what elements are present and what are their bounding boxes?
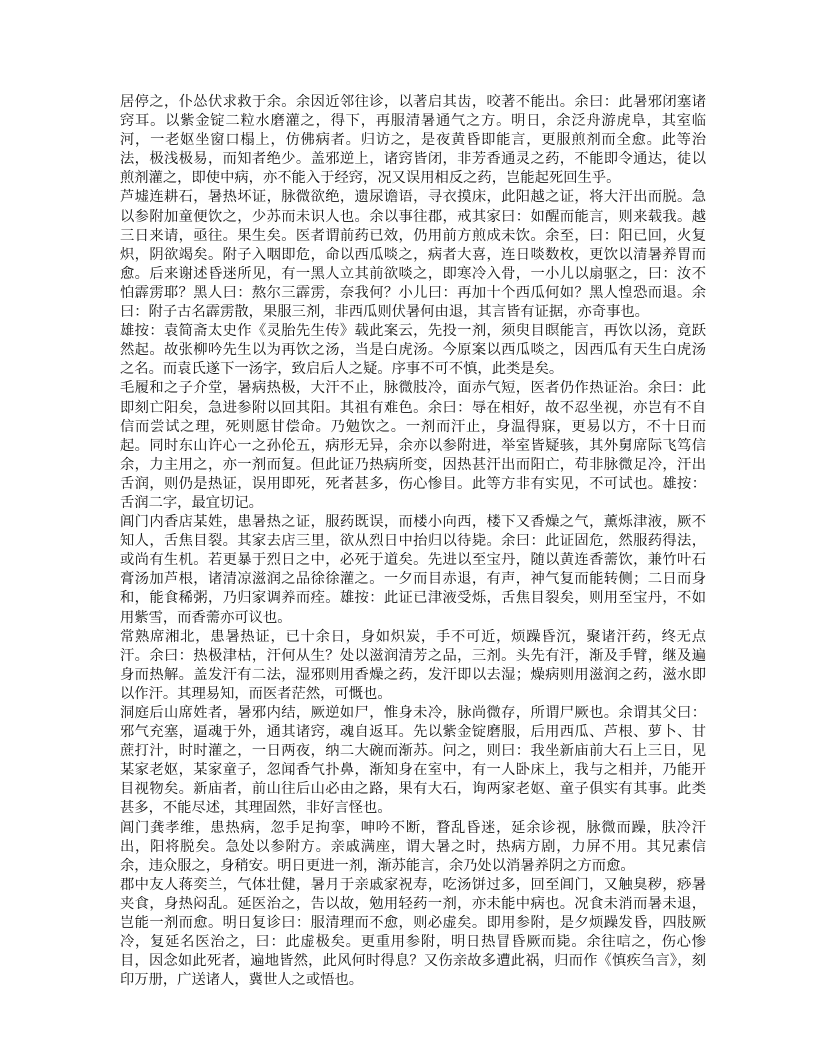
paragraph-2: 芦墟连耕石，暑热坏证，脉微欲绝，遗尿谵语，寻衣摸床，此阳越之证，将大汗出而脱。急以参附加童便饮之，少苏而未识人也。余以事往郡，戒其家曰：如醒而能言，则来载我。越三日来请，亟往。果生矣。医者谓前药已效，仍用前方煎成未饮。余至，曰：阳已回，火复炽，阴欲竭矣。附子入咽即危，命以西瓜啖之，病者大喜，连日啖数枚，更饮以清暑养胃而愈。后来谢述昏迷所见，有一黑人立其前欲啖之，即寒冷入骨，一小儿以扇驱之，曰：汝不怕霹雳耶？黑人曰：熬尔三霹雳，奈我何？小儿曰：再加十个西瓜何如？黑人惶恐而退。余曰：附子古名霹雳散，果服三剂，非西瓜则伏暑何由退，其言皆有证据，亦奇事也。 [120, 189, 706, 321]
paragraph-7: 洞庭后山席姓者，暑邪内结，厥逆如尸，惟身未冷，脉尚微存，所谓尸厥也。余谓其父曰：邪气充塞，逼魂于外，通其诸窍，魂自返耳。先以紫金锭磨服，后用西瓜、芦根、萝卜、甘蔗打汁，时时灌之，一日两夜，纳二大碗而渐苏。问之，则曰：我坐新庙前大石上三日，见某家老妪，某家童子，忽闻香气扑鼻，渐知身在室中，有一人卧床上，我与之相并，乃能开目视物矣。新庙者，前山往后山必由之路，果有大石，询两家老妪、童子俱实有其事。此类甚多，不能尽述，其理固然，非好言怪也。 [120, 705, 706, 817]
paragraph-4: 毛履和之子介堂，暑病热极，大汗不止，脉微肢冷，面赤气短，医者仍作热证治。余曰：此即刻亡阳矣，急进参附以回其阳。其祖有难色。余曰：辱在相好，故不忍坐视，亦岂有不自信而尝试之理，死则愿甘偿命。乃勉饮之。一剂而汗止，身温得寐，更易以方，不十日而起。同时东山许心一之孙伦五，病形无异，余亦以参附进，举室皆疑骇，其外舅席际飞笃信余，力主用之，亦一剂而复。但此证乃热病所变，因热甚汗出而阳亡，苟非脉微足冷，汗出舌润，则仍是热证，误用即死，死者甚多，伤心惨目。此等方非有实见，不可试也。雄按：舌润二字，最宜切记。 [120, 380, 706, 511]
paragraph-6: 常熟席湘北，患暑热证，已十余日，身如炽炭，手不可近，烦躁昏沉，聚诸汗药，终无点汗。余曰：热极津枯，汗何从生？处以滋润清芳之品，三剂。头先有汗，渐及手臂，继及遍身而热解。盖发汗有二法，湿邪则用香燥之药，发汗即以去湿；燥病则用滋润之药，滋水即以作汗。其理易知，而医者茫然，可慨也。 [120, 628, 706, 702]
paragraph-3: 雄按：袁简斋太史作《灵胎先生传》载此案云，先投一剂，须臾目瞑能言，再饮以汤，竟跃然起。故张柳吟先生以为再饮之汤，当是白虎汤。今原案以西瓜啖之，因西瓜有天生白虎汤之名。而袁氏遂下一汤字，致启后人之疑。序事不可不慎，此类是矣。 [120, 323, 706, 378]
paragraph-8: 阊门龚孝维，患热病，忽手足拘挛，呻吟不断，瞀乱昏迷，延余诊视，脉微而躁，肤冷汗出，阳将脱矣。急处以参附方。亲戚满座，谓大暑之时，热病方剧，力屏不用。其兄素信余，违众服之，身稍安。明日更进一剂，渐苏能言，余乃处以消暑养阴之方而愈。 [120, 819, 706, 874]
paragraph-1: 居停之，仆怂伏求救于余。余因近邻往诊，以著启其齿，咬著不能出。余曰：此暑邪闭塞诸窍耳。以紫金锭二粒水磨灌之，得下，再服清暑通气之方。明日，余泛舟游虎阜，其室临河，一老妪坐窗口榻上，仿佛病者。归访之，是夜黄昏即能言，更服煎剂而全愈。此等治法，极浅极易，而知者绝少。盖邪逆上，诸窍皆闭，非芳香通灵之药，不能即令通达，徒以煎剂灌之，即使中病，亦不能入于经窍，况又误用相反之药，岂能起死回生乎。 [120, 94, 706, 187]
paragraph-5: 阊门内香店某姓，患暑热之证，服药既误，而楼小向西，楼下又香燥之气，薰烁津液，厥不知人，舌焦目裂。其家去店三里，欲从烈日中抬归以待毙。余曰：此证固危，然服药得法，或尚有生机。若更暴于烈日之中，必死于道矣。先进以至宝丹，随以黄连香薷饮，兼竹叶石膏汤加芦根，诸清凉滋润之品徐徐灌之。一夕而目赤退，有声，神气复而能转侧；二日而身和，能食稀粥，乃归家调养而痊。雄按：此证已津液受烁，舌焦目裂矣，则用至宝丹，不如用紫雪，而香薷亦可议也。 [120, 514, 706, 626]
paragraph-9: 郡中友人蒋奕兰，气体壮健，暑月于亲戚家祝寿，吃汤饼过多，回至阊门，又触臭秽，痧暑夹食，身热闷乱。延医治之，告以故，勉用轻药一剂，亦未能中病也。况食未消而暑未退，岂能一剂而愈。明日复诊曰：服清理而不愈，则必虚矣。即用参附，是夕烦躁发昏，四肢厥冷，复延名医治之，曰：此虚极矣。更重用参附，明日热冒昏厥而毙。余往唁之，伤心惨目，因念如此死者，遍地皆然，此风何时得息？又伤亲故多遭此祸，归而作《慎疾刍言》，刻印万册，广送诸人，冀世人之或悟也。 [120, 876, 706, 989]
document-body [120, 93, 706, 990]
